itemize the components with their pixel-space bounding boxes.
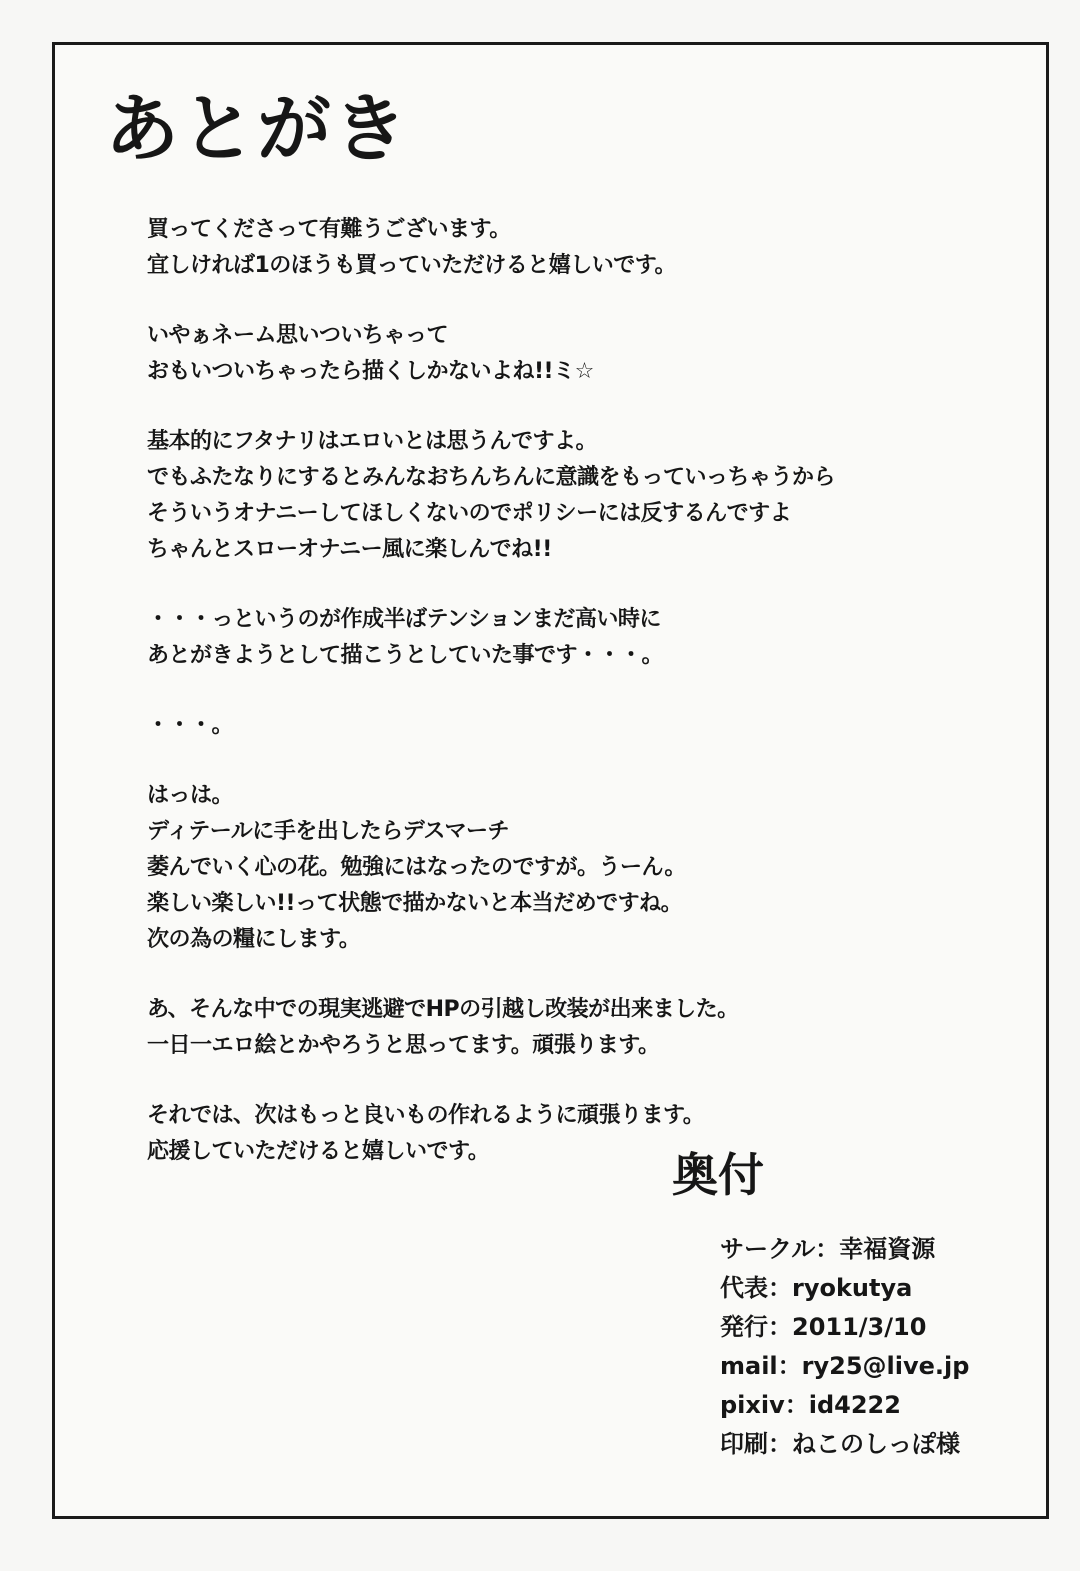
paragraph-5: [147, 708, 1007, 744]
text-line: ・・・。: [147, 713, 234, 738]
text-line: 楽しい楽しい!!って状態で描かないと本当だめですね。: [147, 891, 683, 916]
colophon-publish-date: 発行：2011/3/10: [720, 1313, 927, 1341]
paragraph-8: [147, 1098, 1007, 1170]
colophon-title: 奥付: [672, 1148, 764, 1202]
text-line: あ、そんな中での現実逃避でHPの引越し改装が出来ました。: [147, 997, 739, 1022]
paragraph-4: [147, 602, 1007, 674]
text-line: 宜しければ1のほうも買っていただけると嬉しいです。: [147, 253, 677, 278]
paragraph-6: [147, 778, 1007, 958]
text-line: 応援していただけると嬉しいです。: [147, 1139, 490, 1164]
text-line: それでは、次はもっと良いもの作れるように頑張ります。: [147, 1103, 705, 1128]
colophon-circle: サークル：幸福資源: [720, 1235, 936, 1263]
paragraph-3: [147, 424, 1007, 568]
text-line: でもふたなりにするとみんなおちんちんに意識をもっていっちゃうから: [147, 465, 836, 490]
text-line: あとがきようとして描こうとしていた事です・・・。: [147, 643, 664, 668]
colophon-mail: mail：ry25@live.jp: [720, 1352, 970, 1380]
paragraph-1: [147, 212, 1007, 284]
text-line: 萎んでいく心の花。勉強にはなったのですが。うーん。: [147, 855, 686, 880]
text-line: そういうオナニーしてほしくないのでポリシーには反するんですよ: [147, 501, 792, 526]
text-line: 一日一エロ絵とかやろうと思ってます。頑張ります。: [147, 1033, 660, 1058]
text-line: 基本的にフタナリはエロいとは思うんですよ。: [147, 429, 597, 454]
paragraph-7: [147, 992, 1007, 1064]
text-line: 次の為の糧にします。: [147, 927, 361, 952]
colophon-representative: 代表：ryokutya: [720, 1274, 913, 1302]
text-line: おもいついちゃったら描くしかないよね!!ミ☆: [147, 359, 594, 384]
text-line: ディテールに手を出したらデスマーチ: [147, 819, 509, 844]
text-line: ・・・っというのが作成半ばテンションまだ高い時に: [147, 607, 661, 632]
text-line: いやぁネーム思いついちゃって: [147, 323, 449, 348]
afterword-body: [147, 212, 1007, 1204]
colophon-pixiv: pixiv：id4222: [720, 1391, 901, 1419]
colophon-printer: 印刷：ねこのしっぽ様: [720, 1430, 960, 1458]
text-line: 買ってくださって有難うございます。: [147, 217, 511, 242]
text-line: はっは。: [147, 783, 234, 808]
paragraph-2: [147, 318, 1007, 390]
text-line: ちゃんとスローオナニー風に楽しんでね!!: [147, 537, 552, 562]
colophon: [720, 1230, 969, 1464]
page-title: あとがき: [105, 86, 409, 172]
